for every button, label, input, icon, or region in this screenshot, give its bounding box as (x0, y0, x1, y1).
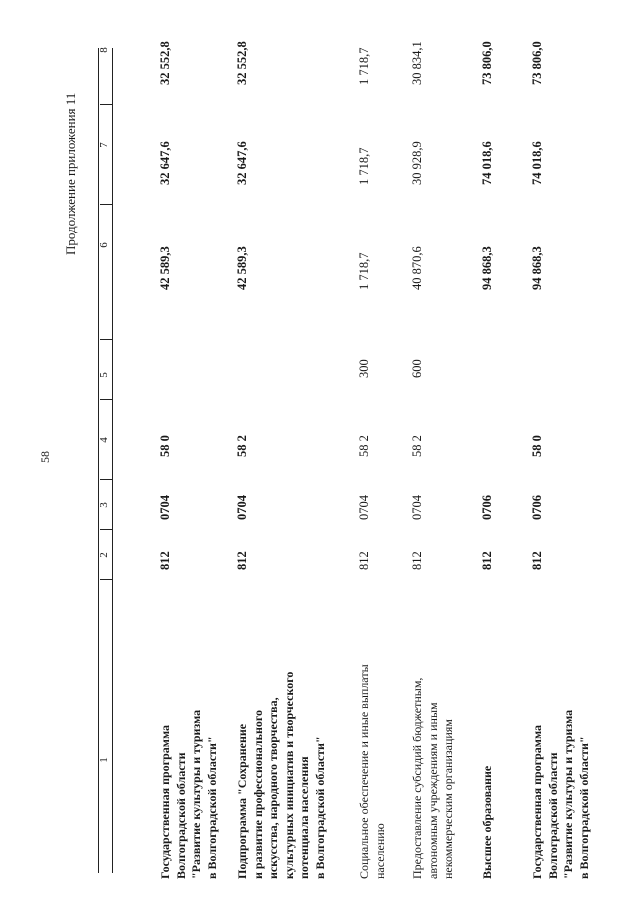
column-header-number: 1 (98, 757, 110, 763)
table-cell-c3: 0706 (480, 495, 494, 520)
row-name-line: искусства, народного творчества, (266, 697, 280, 879)
column-separator (100, 399, 112, 400)
table-cell-c2: 812 (158, 551, 172, 570)
table-cell-c7: 74 018,6 (530, 141, 544, 185)
row-name-line: в Волгоградской области" (204, 736, 219, 879)
table-cell-c4: 58 2 (357, 435, 371, 457)
row-name (480, 659, 496, 879)
row-name-line: автономным учреждениям и иным (425, 702, 440, 879)
table-cell-c2: 812 (410, 551, 424, 570)
row-name-line: культурных инициатив и творческого (281, 671, 296, 879)
table-cell-c7: 32 647,6 (235, 141, 249, 185)
row-name-line: в Волгоградской области" (576, 736, 591, 879)
column-header-number: 7 (98, 142, 110, 148)
table-cell-c8: 30 834,1 (410, 41, 424, 85)
column-separator (100, 204, 112, 205)
row-name (235, 659, 328, 879)
header-bottom-rule (112, 48, 113, 873)
row-name-line: Подпрограмма "Сохранение (235, 723, 249, 879)
continuation-note: Продолжение приложения 11 (63, 92, 78, 255)
column-header-number: 6 (98, 242, 110, 248)
table-cell-c7: 1 718,7 (357, 147, 371, 185)
row-name-line: Волгоградской области (173, 752, 188, 879)
column-separator (100, 339, 112, 340)
table-cell-c3: 0704 (158, 495, 172, 520)
table-cell-c3: 0704 (235, 495, 249, 520)
table-cell-c3: 0706 (530, 495, 544, 520)
table-cell-c8: 1 718,7 (357, 47, 371, 85)
row-name (530, 659, 592, 879)
row-name-line: и развитие профессионального (250, 709, 265, 879)
row-name-line: Социальное обеспечение и иные выплаты (357, 664, 371, 879)
row-name-line: Государственная программа (530, 724, 544, 879)
table-cell-c3: 0704 (357, 495, 371, 520)
table-cell-c3: 0704 (410, 495, 424, 520)
column-header-number: 2 (98, 552, 110, 558)
column-separator (100, 104, 112, 105)
table-cell-c7: 74 018,6 (480, 141, 494, 185)
table-cell-c7: 32 647,6 (158, 141, 172, 185)
table-cell-c7: 30 928,9 (410, 141, 424, 185)
row-name-line: Высшее образование (480, 765, 494, 879)
table-cell-c8: 32 552,8 (158, 41, 172, 85)
column-separator (100, 479, 112, 480)
table-cell-c2: 812 (235, 551, 249, 570)
row-name (357, 659, 388, 879)
column-header-number: 3 (98, 502, 110, 508)
table-cell-c4: 58 0 (158, 435, 172, 457)
table-cell-c6: 42 589,3 (158, 246, 172, 290)
table-cell-c4: 58 2 (410, 435, 424, 457)
row-name-line: населению (372, 823, 387, 879)
column-header-number: 5 (98, 372, 110, 378)
table-cell-c5: 600 (410, 359, 424, 378)
row-name (158, 659, 220, 879)
column-separator (100, 529, 112, 530)
column-header-number: 4 (98, 437, 110, 443)
row-name-line: Предоставление субсидий бюджетным, (410, 677, 424, 879)
row-name-line: в Волгоградской области" (312, 736, 327, 879)
table-cell-c6: 94 868,3 (480, 246, 494, 290)
row-name-line: Волгоградской области (545, 752, 560, 879)
table-cell-c4: 58 0 (530, 435, 544, 457)
table-cell-c5: 300 (357, 359, 371, 378)
column-header-number: 8 (98, 47, 110, 53)
table-cell-c8: 73 806,0 (480, 41, 494, 85)
table-cell-c4: 58 2 (235, 435, 249, 457)
table-cell-c2: 812 (530, 551, 544, 570)
row-name-line: "Развитие культуры и туризма (189, 709, 203, 879)
table-cell-c8: 73 806,0 (530, 41, 544, 85)
table-cell-c2: 812 (480, 551, 494, 570)
page-number: 58 (38, 451, 52, 463)
table-cell-c6: 94 868,3 (530, 246, 544, 290)
table-cell-c2: 812 (357, 551, 371, 570)
row-name-line: Государственная программа (158, 724, 172, 879)
row-name-line: "Развитие культуры и туризма (561, 709, 575, 879)
table-cell-c6: 42 589,3 (235, 246, 249, 290)
column-separator (100, 579, 112, 580)
row-name-line: потенциала населения (297, 756, 311, 879)
table-cell-c6: 40 870,6 (410, 246, 424, 290)
row-name-line: некоммерческим организациям (441, 719, 455, 879)
row-name (410, 659, 457, 879)
table-cell-c6: 1 718,7 (357, 252, 371, 290)
table-cell-c8: 32 552,8 (235, 41, 249, 85)
